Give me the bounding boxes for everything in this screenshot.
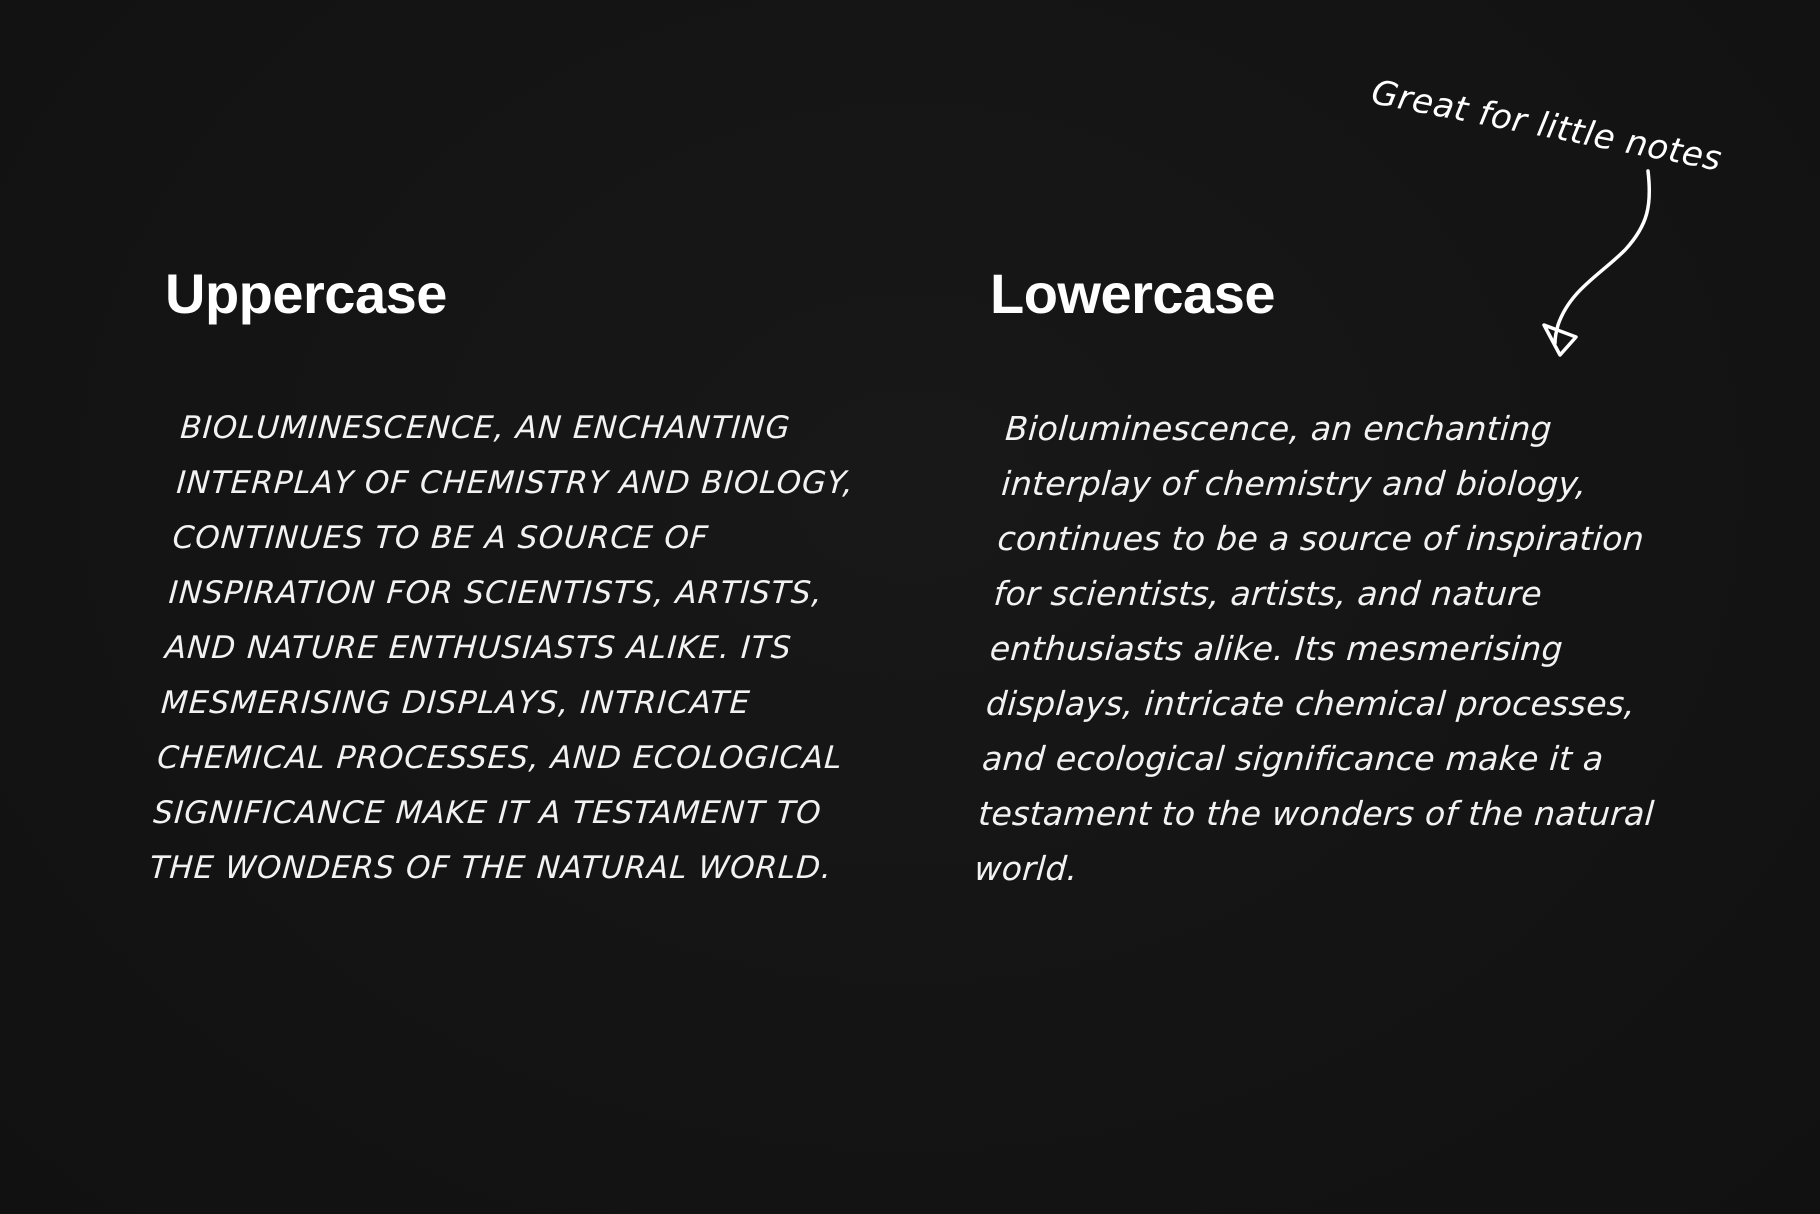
uppercase-sample-text: BIOLUMINESCENCE, AN ENCHANTING INTERPLAY OF CHEMISTRY AND BIOLOGY, CONTINUES TO BE A SOURCE OF INSPIRATION FOR SCIENTISTS, ARTISTS, AND NATURE ENTHUSIASTS ALIKE. ITS MESMERISING DISPLAYS, INTRICATE CHEMICAL PROCESSES, AND ECOLOGICAL SIGNIFICANCE MAKE IT A TESTAMENT TO THE WONDERS OF THE NATURAL WORLD. [148,410,856,886]
uppercase-heading: Uppercase [165,262,447,325]
uppercase-column [148,262,895,886]
hand-drawn-arrow-icon [1530,165,1660,365]
lowercase-heading: Lowercase [990,262,1275,325]
lowercase-sample-text: Bioluminescence, an enchanting interplay of chemistry and biology, continues to be a source of inspiration for scientists, artists, and nature enthusiasts alike. Its mesmerising displays, intricate chemical processes, and ecological significance make it a testament to the wonders of the natural world. [973,409,1656,888]
handwritten-note: Great for little notes [1368,72,1726,180]
